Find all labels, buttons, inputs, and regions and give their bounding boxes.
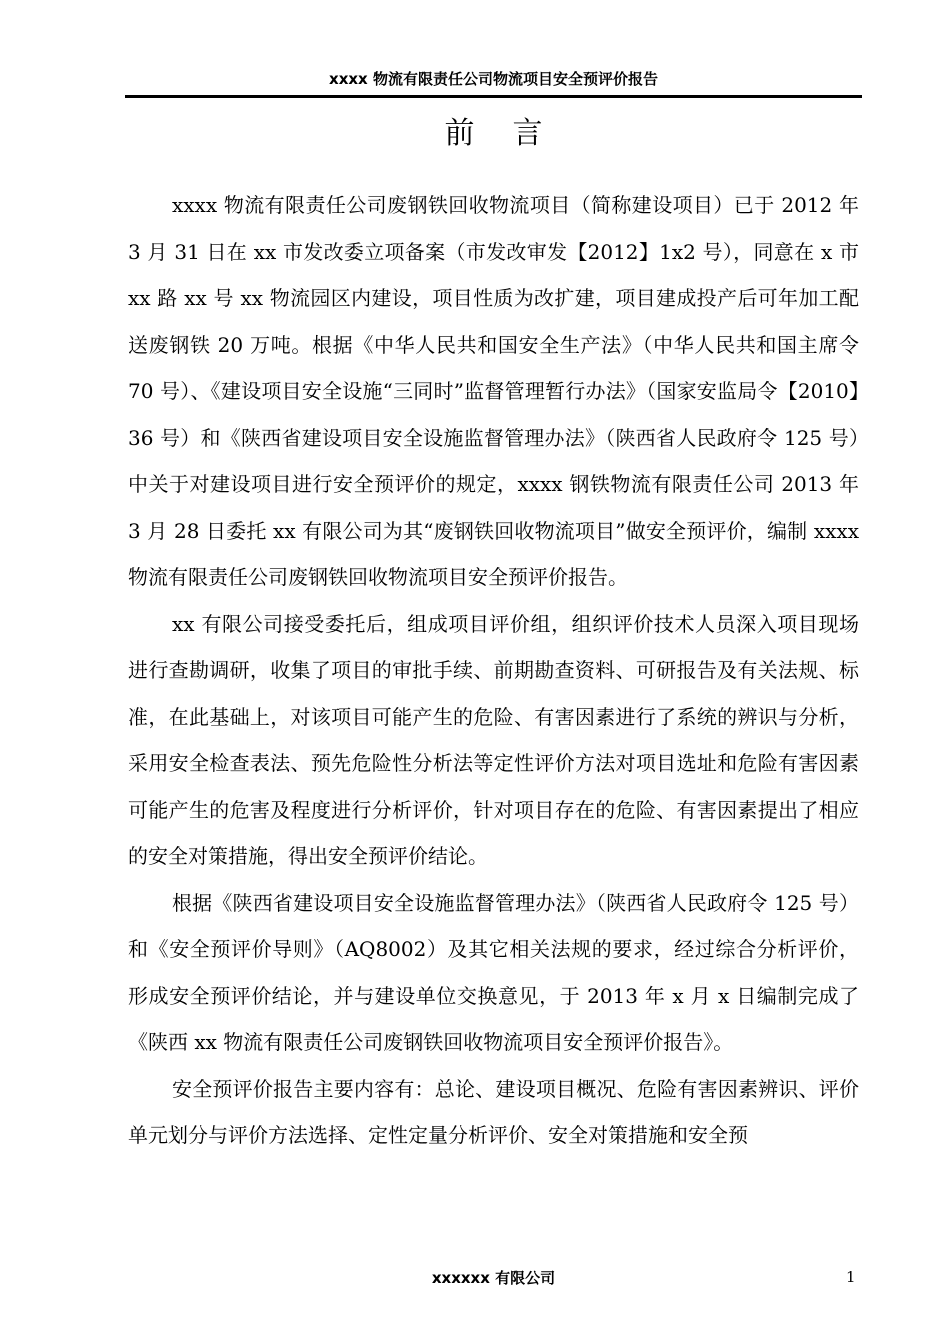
- body-text: [128, 182, 859, 1159]
- paragraph-1: xxxx 物流有限责任公司废钢铁回收物流项目（简称建设项目）已于 2012 年 3 月 31 日在 xx 市发改委立项备案（市发改审发【2012】1x2 号），同意在 x 市 xx 路 xx 号 xx 物流园区内建设，项目性质为改扩建，项目建成投产后可年加工配送废钢铁 20 万吨。根据《中华人民共和国安全生产法》（中华人民共和国主席令 70 号）、《建设项目安全设施“三同时”监督管理暂行办法》（国家安监局令【2010】36 号）和《陕西省建设项目安全设施监督管理办法》（陕西省人民政府令 125 号）中关于对建设项目进行安全预评价的规定，xxxx 钢铁物流有限责任公司 2013 年 3 月 28 日委托 xx 有限公司为其“废钢铁回收物流项目”做安全预评价，编制 xxxx 物流有限责任公司废钢铁回收物流项目安全预评价报告。: [128, 193, 859, 589]
- footer-company: xxxxxx 有限公司: [431, 1269, 556, 1287]
- paragraph-2: xx 有限公司接受委托后，组成项目评价组，组织评价技术人员深入项目现场进行查勘调研，收集了项目的审批手续、前期勘查资料、可研报告及有关法规、标准，在此基础上，对该项目可能产生的危险、有害因素进行了系统的辨识与分析，采用安全检查表法、预先危险性分析法等定性评价方法对项目选址和危险有害因素可能产生的危害及程度进行分析评价，针对项目存在的危险、有害因素提出了相应的安全对策措施，得出安全预评价结论。: [128, 611, 859, 868]
- header-divider: [125, 95, 862, 98]
- paragraph-3: 根据《陕西省建设项目安全设施监督管理办法》（陕西省人民政府令 125 号）和《安全预评价导则》（AQ8002）及其它相关法规的要求，经过综合分析评价，形成安全预评价结论，并与建设单位交换意见，于 2013 年 x 月 x 日编制完成了《陕西 xx 物流有限责任公司废钢铁回收物流项目安全预评价报告》。: [128, 890, 859, 1054]
- running-header: xxxx 物流有限责任公司物流项目安全预评价报告: [329, 70, 658, 88]
- page-number: 1: [846, 1268, 856, 1286]
- page-title: 前言: [444, 116, 581, 151]
- paragraph-4: 安全预评价报告主要内容有：总论、建设项目概况、危险有害因素辨识、评价单元划分与评价方法选择、定性定量分析评价、安全对策措施和安全预: [128, 1076, 859, 1147]
